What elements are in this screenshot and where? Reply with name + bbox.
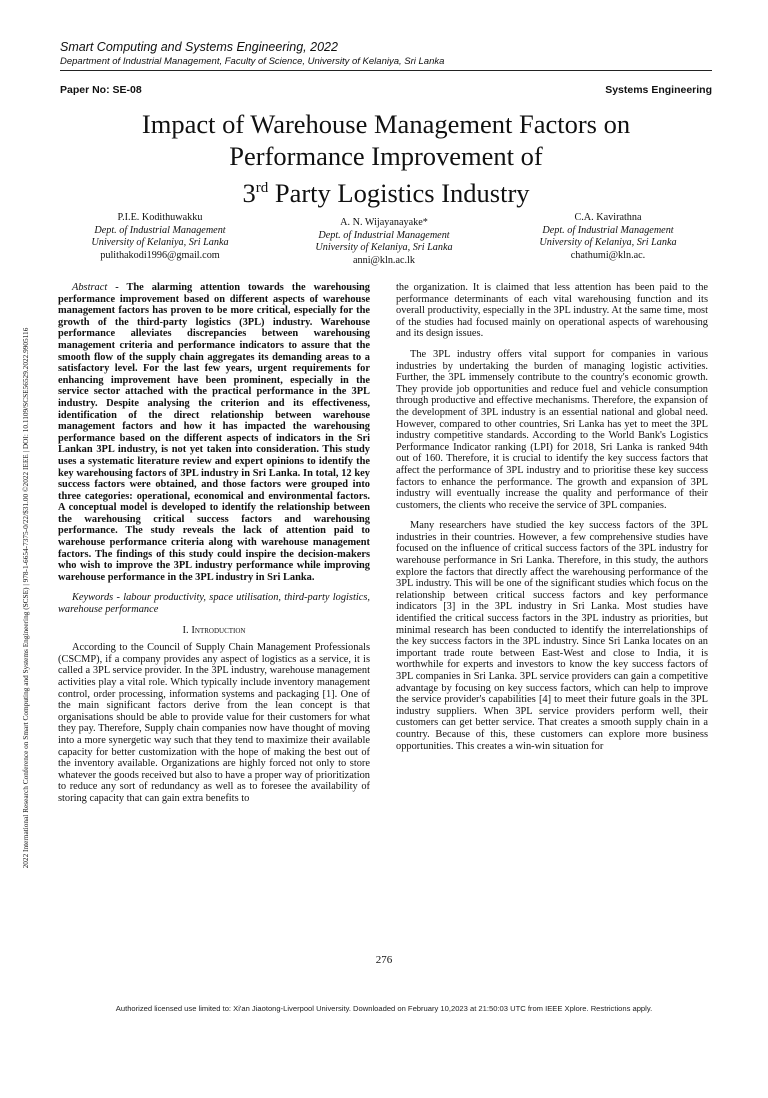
paper-number: Paper No: SE-08 bbox=[60, 84, 142, 96]
right-paragraph-1: the organization. It is claimed that less attention has been paid to the performance determinants of each vital warehousing function and its overall productivity, especially in the 3PL industry. At the same time, most of the studies had focused mainly on operational aspects of warehousing and its design issues. bbox=[396, 282, 708, 340]
section-heading: I. Introduction bbox=[182, 624, 246, 636]
title-line-1: Impact of Warehouse Management Factors on bbox=[141, 109, 631, 139]
right-paragraph-3: Many researchers have studied the key success factors of the 3PL industries in their countries. However, a few comprehensive studies have focused on the influence of critical success factors of the 3PL industry for warehouse performance in Sri Lanka. Therefore, in this study, the authors explore the factors that directly affect the warehousing performance of the 3PL industry. This will be one of the significant studies which focus on the relationship between critical success factors and key performance indicators [3] in the 3PL industry in Sri Lanka. Most studies have identified the critical success factors in the 3PL industry as priorities, but minimal research has been conducted to identify the interrelationships of the key success factors in the 3PL industry. Since Sri Lanka locates on an important trade route between East-West and close to India, it is worthwhile for experts and investors to know the key success factors of 3PL companies in Sri Lanka. 3PL service providers can gain a competitive advantage by focusing on key success factors, which can help to improve the service provider's capabilities [4] to meet their future goals in the 3PL industry suppliers. When 3PL service providers perform well, their customers can get better service. That creates a smooth supply chain in a country. Because of this, these customers can explore more business opportunities. This creates a win-win situation for bbox=[396, 520, 708, 752]
abstract bbox=[58, 282, 370, 583]
title-line-3: 3rd Party Logistics Industry bbox=[242, 177, 530, 208]
author-email[interactable]: pulithakodi1996@gmail.com bbox=[100, 249, 220, 261]
author-dept: Dept. of Industrial Management bbox=[94, 224, 226, 236]
author-name: C.A. Kavirathna bbox=[574, 212, 642, 223]
intro-paragraph-1: According to the Council of Supply Chain Management Professionals (CSCMP), if a company provides any aspect of logistics as a service, it is called a 3PL service provider. In the 3PL industry, warehouse management activities play a vital role. Which typically include inventory management control, order processing, information systems and packaging [1]. One of the main significant factors derive from the lean concept is that organisations should be able to provide value for their customers for what they pay. Therefore, Supply chain companies now have thought of moving into a more synergetic way such that they tend to maximize their available capacity for better customization with the hope of making the best out of the inventory available. Organizations are highly forced not only to store whatever the goods received but also to have a proper way of prioritization to reduce any sort of redundancy as well as to foresee the availability of storing capacity that can gain extra benefits to bbox=[58, 642, 370, 804]
license-footer: Authorized licensed use limited to: Xi'an Jiaotong-Liverpool University. Downloaded on February 10,2023 at 21:50:03 UTC from IEEE Xplore. Restrictions apply. bbox=[115, 1004, 653, 1013]
author-block-3 bbox=[508, 212, 708, 262]
left-column bbox=[58, 282, 370, 814]
author-block-1 bbox=[60, 212, 260, 262]
author-name: A. N. Wijayanayake* bbox=[340, 217, 428, 228]
keywords: Keywords - labour productivity, space utilisation, third-party logistics, warehouse performance bbox=[58, 592, 370, 616]
header-rule bbox=[60, 70, 712, 71]
department-line: Department of Industrial Management, Faculty of Science, University of Kelaniya, Sri Lanka bbox=[60, 56, 445, 67]
author-university: University of Kelaniya, Sri Lanka bbox=[315, 242, 453, 253]
conference-name: Smart Computing and Systems Engineering, 2022 bbox=[60, 40, 338, 54]
abstract-body: - The alarming attention towards the warehousing performance improvement based on different aspects of warehouse management factors has proven to be more critical, especially for the growth of the third-party logistics (3PL) industry. Warehouse performance alleviates discrepancies between warehousing management criteria and performance indicators to assure that the smooth flow of the supply chain aggregates its demanding areas to a satisfactory level. For the last few years, urgent requirements for enhancing improvement have been prominent, especially in the service sector attached with the practical performance in the 3PL industry. Despite analysing the criterion and its effectiveness, identification of the direct relationship between warehouse management factors and how it has impacted the warehousing performance based on the different aspects of indicators in the Sri Lankan 3PL industry, is not yet taken into consideration. This study uses a systematic literature review and expert opinions to identify the key warehousing factors of 3PL industry in Sri Lanka. In total, 12 key success factors were obtained, and those factors were grouped into three categories: operational, economical and environmental factors. A conceptual model is developed to identify the relationship between the warehousing critical success factors and warehousing performance. The study reveals the lack of attention paid to warehouse performance criteria along with warehouse management factors. The findings of this study could inspire the decision-makers who wish to improve the 3PL industry performance while improving warehouse performance in the 3PL industry in Sri Lanka. bbox=[58, 282, 370, 583]
author-block-2 bbox=[284, 217, 484, 267]
author-email[interactable]: chathumi@kln.ac. bbox=[570, 249, 646, 261]
paper-title bbox=[60, 108, 712, 209]
right-column bbox=[396, 282, 708, 761]
author-name: P.I.E. Kodithuwakku bbox=[117, 212, 203, 223]
page-number: 276 bbox=[375, 954, 393, 966]
title-line-2: Performance Improvement of bbox=[229, 141, 543, 171]
author-email[interactable]: anni@kln.ac.lk bbox=[352, 254, 415, 266]
author-university: University of Kelaniya, Sri Lanka bbox=[539, 237, 677, 248]
author-dept: Dept. of Industrial Management bbox=[318, 229, 450, 241]
abstract-lead: Abstract bbox=[72, 282, 108, 293]
side-margin-citation: 2022 International Research Conference on Smart Computing and Systems Engineering (SCSE) | 978-1-6654-7375-0/22/$31.00 ©2022 IEEE | DOI: 10.1109/SCSE56529.2022.9905116 bbox=[21, 327, 30, 869]
track-label: Systems Engineering bbox=[605, 84, 712, 96]
author-university: University of Kelaniya, Sri Lanka bbox=[91, 237, 229, 248]
author-dept: Dept. of Industrial Management bbox=[542, 224, 674, 236]
right-paragraph-2: The 3PL industry offers vital support for companies in various industries by undertaking the burden of managing logistic activities. Further, the 3PL immensely contribute to the country's economic growth. They provide job opportunities and reduce fuel and vehicle consumption through productive and effective mechanisms. Therefore, the expansion of the development of 3PL industry is an essential national and global need. However, compared to other countries, Sri Lanka has yet to meet the 3PL industry competitive standards. According to the World Bank's Logistics Performance Indicator ranking (LPI) for 2018, Sri Lanka is ranked 94th out of 160. Therefore, it is crucial to identify the key success factors that affect the performance of 3PL industry and to prioritise these key success factors to enhance the performance. The growth and expansion of 3PL industry will eventually increase the quality and performance of their customers, the clients who receive the service of 3PL companies. bbox=[396, 348, 708, 511]
